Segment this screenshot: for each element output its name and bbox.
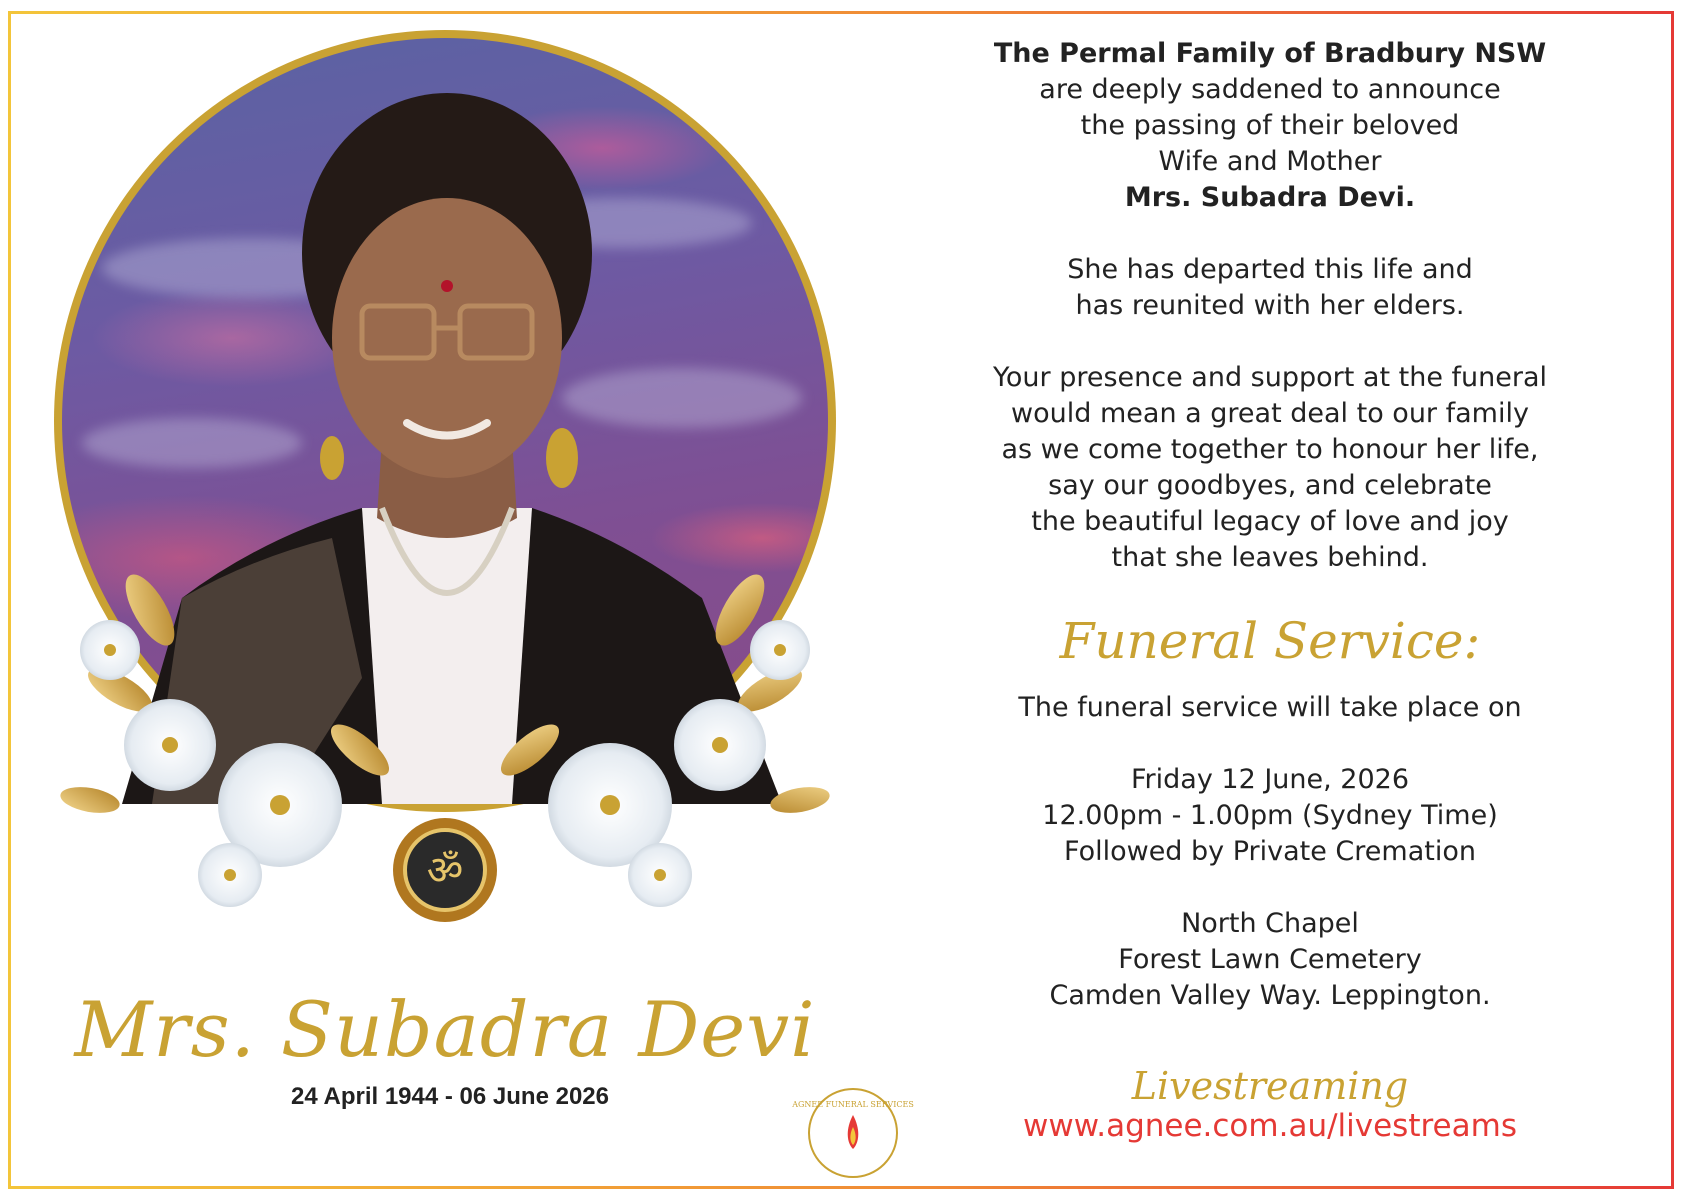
om-medallion [393, 818, 497, 922]
presence-line: as we come together to honour her life, [1001, 434, 1539, 465]
svg-text:AGNEE FUNERAL SERVICES: AGNEE FUNERAL SERVICES [792, 1100, 914, 1109]
deceased-name: Mrs. Subadra Devi. [1124, 182, 1416, 213]
livestreaming-heading: Livestreaming [1131, 1064, 1409, 1108]
service-date: Friday 12 June, 2026 [1130, 764, 1410, 795]
announcement-text [940, 36, 1600, 1146]
livestream-link[interactable]: www.agnee.com.au/livestreams [1023, 1108, 1517, 1144]
service-followed: Followed by Private Cremation [1064, 836, 1476, 867]
deceased-name-script: Mrs. Subadra Devi [74, 985, 816, 1074]
elders-line: She has departed this life and [1067, 254, 1473, 285]
service-time: 12.00pm - 1.00pm (Sydney Time) [1042, 800, 1498, 831]
agnee-logo [792, 1085, 914, 1181]
presence-line: the beautiful legacy of love and joy [1031, 506, 1509, 537]
family-line: The Permal Family of Bradbury NSW [993, 38, 1547, 69]
portrait-section [50, 30, 840, 980]
announce-line: Wife and Mother [1158, 146, 1382, 177]
presence-line: would mean a great deal to our family [1011, 398, 1529, 429]
announce-line: are deeply saddened to announce [1039, 74, 1501, 105]
presence-line: Your presence and support at the funeral [992, 362, 1548, 393]
life-dates: 24 April 1944 - 06 June 2026 [291, 1083, 609, 1110]
venue-line: North Chapel [1181, 908, 1359, 939]
venue-line: Forest Lawn Cemetery [1118, 944, 1422, 975]
floral-garland [50, 570, 840, 990]
venue-line: Camden Valley Way. Leppington. [1049, 980, 1491, 1011]
presence-line: that she leaves behind. [1111, 542, 1429, 573]
elders-line: has reunited with her elders. [1075, 290, 1465, 321]
announce-line: the passing of their beloved [1080, 110, 1460, 141]
svg-text:ॐ: ॐ [426, 848, 464, 894]
presence-line: say our goodbyes, and celebrate [1048, 470, 1492, 501]
service-intro: The funeral service will take place on [1018, 692, 1522, 723]
funeral-service-heading: Funeral Service: [1059, 612, 1481, 670]
